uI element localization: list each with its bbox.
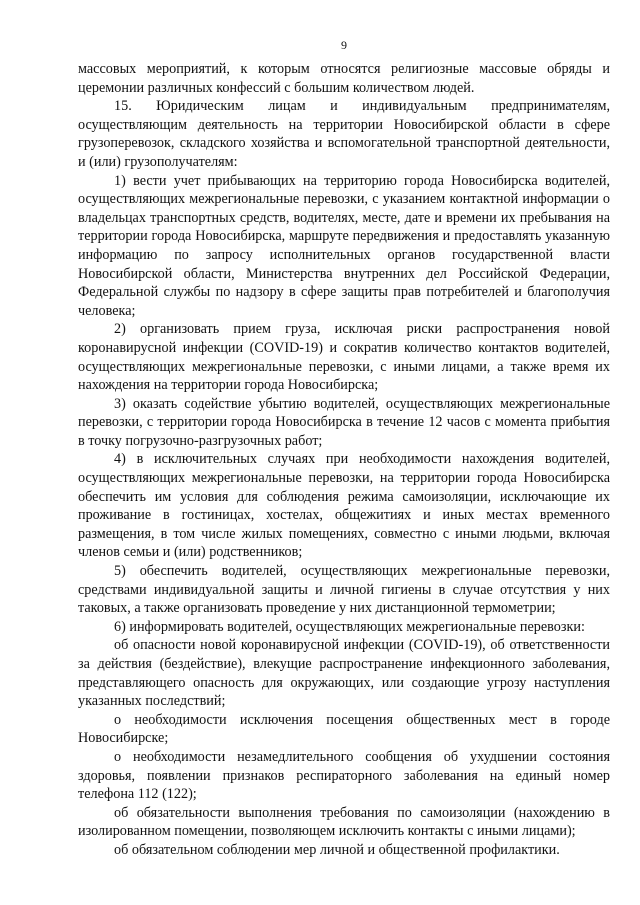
paragraph: об обязательном соблюдении мер личной и общественной профилактики. [114,841,560,858]
paragraph: 15. Юридическим лицам и индивидуальным предпринимателям, осуществляющим деятельность на территории Новосибирской области в сфере грузоперевозок, складского хозяйства и вспомогательной транспортной деятельности, и (или) грузополучателям: [78,98,610,170]
paragraph: о необходимости незамедлительного сообщения об ухудшении состояния здоровья, появлении признаков респираторного заболевания на единый номер телефона 112 (122); [78,748,610,803]
paragraph: об опасности новой коронавирусной инфекции (COVID-19), об ответственности за действия (бездействие), влекущие распространение инфекционного заболевания, представляющего опасность для окружающих, или создающие угрозу наступления указанных последствий; [78,637,610,710]
paragraph: 3) оказать содействие убытию водителей, осуществляющих межрегиональные перевозки, с территории города Новосибирска в течение 12 часов с момента прибытия в точку погрузочно-разгрузочных работ; [78,395,610,449]
paragraph: 1) вести учет прибывающих на территорию города Новосибирска водителей, осуществляющих межрегиональные перевозки, с указанием контактной информации о владельцах транспортных средств, водителях, месте, дате и времени их пребывания на территории города Новосибирска, маршруте передвижения и предоставлять указанную информацию по запросу исполнительных органов государственной власти Новосибирской области, Министерства внутренних дел Российской Федерации, Федеральной службы по надзору в сфере защиты прав потребителей и благополучия человека; [78,172,610,319]
page-number: 9 [341,38,347,52]
paragraph: 2) организовать прием груза, исключая риски распространения новой коронавирусной инфекции (COVID-19) и сократив количество контактов водителей, осуществляющих межрегиональные перевозки, с иными лицами, а также время их нахождения на территории города Новосибирска; [78,321,610,394]
paragraph: об обязательности выполнения требования по самоизоляции (нахождению в изолированном помещении, позволяющем исключить контакты с иными лицами); [78,804,610,840]
paragraph: 6) информировать водителей, осуществляющих межрегиональные перевозки: [114,618,585,635]
paragraph: о необходимости исключения посещения общественных мест в городе Новосибирске; [78,711,610,747]
paragraph: массовых мероприятий, к которым относятся религиозные массовые обряды и церемонии различных конфессий с большим количеством людей. [78,61,610,96]
paragraph: 4) в исключительных случаях при необходимости нахождения водителей, осуществляющих межрегиональные перевозки, на территории города Новосибирска обеспечить им условия для соблюдения режима самоизоляции, исключающие их проживание в гостиницах, хостелах, общежитиях и иных местах временного размещения, в том числе жилых помещениях, совместно с иными людьми, включая членов семьи и (или) родственников; [78,451,610,561]
paragraph: 5) обеспечить водителей, осуществляющих межрегиональные перевозки, средствами индивидуальной защиты и личной гигиены в случае отсутствия у них таковых, а также организовать проведение у них дистанционной термометрии; [78,563,610,617]
document-body [78,60,610,860]
